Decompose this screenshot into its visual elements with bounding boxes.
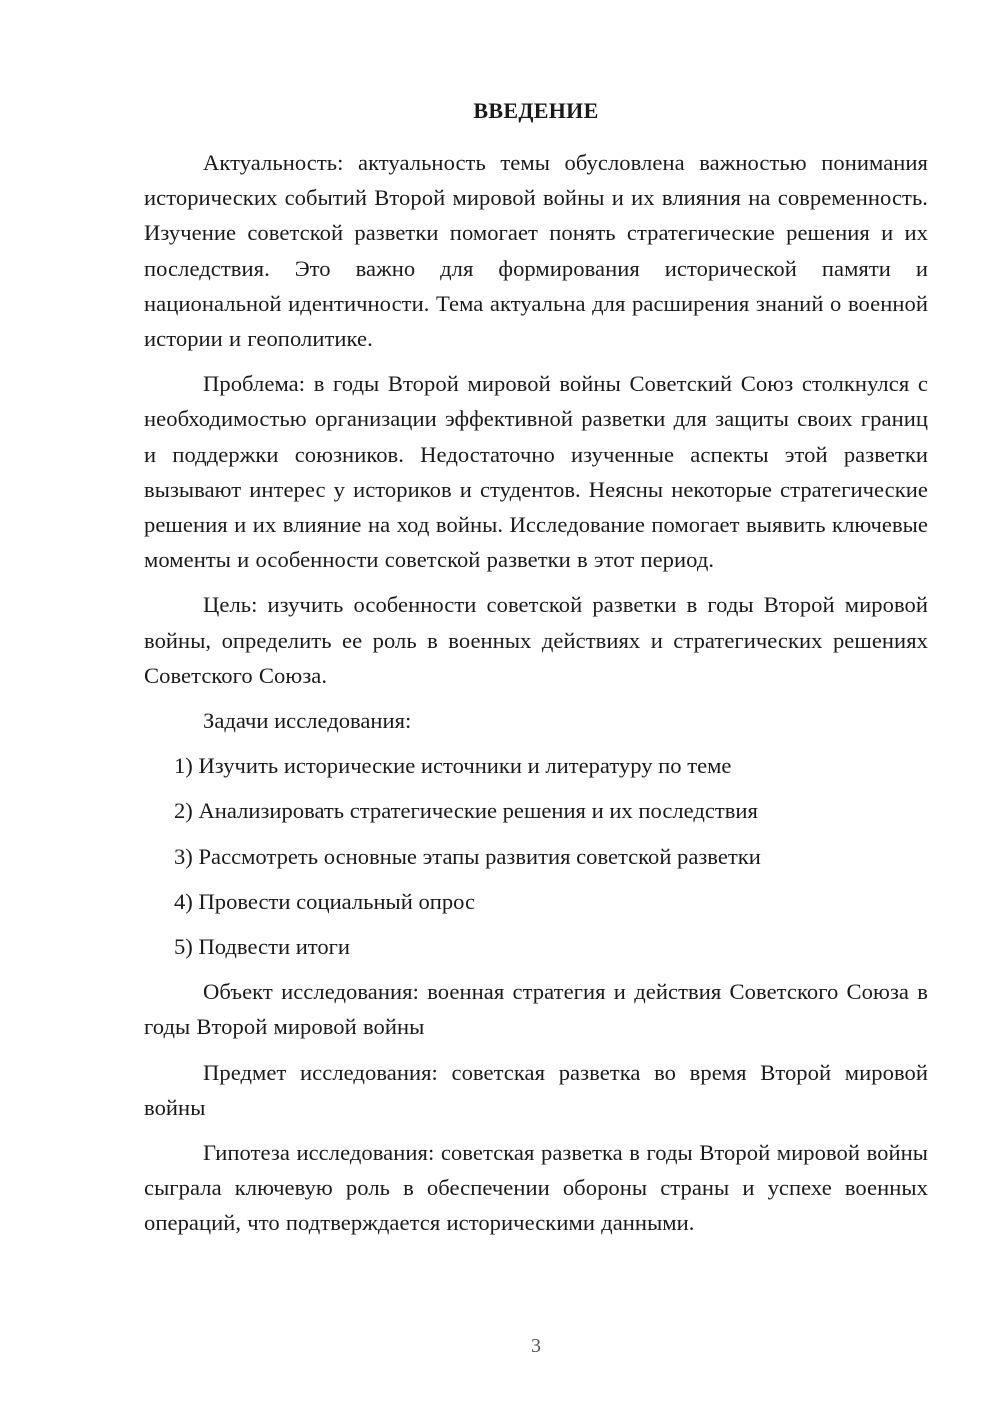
- task-list: [144, 748, 928, 964]
- goal-paragraph: Цель: изучить особенности советской разветки в годы Второй мировой войны, определить ее роль в военных действиях и стратегических решениях Советского Союза.: [144, 592, 928, 688]
- task-item-3: 3) Рассмотреть основные этапы развития советской разветки: [174, 843, 761, 869]
- page-content: [144, 96, 928, 1251]
- object-paragraph: Объект исследования: военная стратегия и действия Советского Союза в годы Второй мировой войны: [144, 979, 928, 1040]
- subject-paragraph: Предмет исследования: советская разветка во время Второй мировой войны: [144, 1059, 928, 1120]
- problem-paragraph: Проблема: в годы Второй мировой войны Советский Союз столкнулся с необходимостью организации эффективной разветки для защиты своих границ и поддержки союзников. Недостаточно изученные аспекты этой разветки вызывают интерес у историков и студентов. Неясны некоторые стратегические решения и их влияние на ход войны. Исследование помогает выявить ключевые моменты и особенности советской разветки в этот период.: [144, 371, 928, 573]
- task-item-2: 2) Анализировать стратегические решения и их последствия: [174, 798, 758, 824]
- relevance-paragraph: Актуальность: актуальность темы обусловлена важностью понимания исторических событий Второй мировой войны и их влияния на современность. Изучение советской разветки помогает понять стратегические решения и их последствия. Это важно для формирования исторической памяти и национальной идентичности. Тема актуальна для расширения знаний о военной истории и геополитике.: [144, 150, 928, 352]
- page-number: 3: [531, 1335, 541, 1357]
- hypothesis-paragraph: Гипотеза исследования: советская разветка в годы Второй мировой войны сыграла ключевую роль в обеспечении обороны страны и успехе военных операций, что подтверждается историческими данными.: [144, 1140, 928, 1236]
- section-heading: ВВЕДЕНИЕ: [473, 98, 599, 123]
- task-item-5: 5) Подвести итоги: [174, 934, 351, 960]
- task-item-4: 4) Провести социальный опрос: [174, 888, 476, 914]
- task-item-1: 1) Изучить исторические источники и литературу по теме: [174, 753, 732, 779]
- tasks-title: Задачи исследования:: [203, 708, 412, 734]
